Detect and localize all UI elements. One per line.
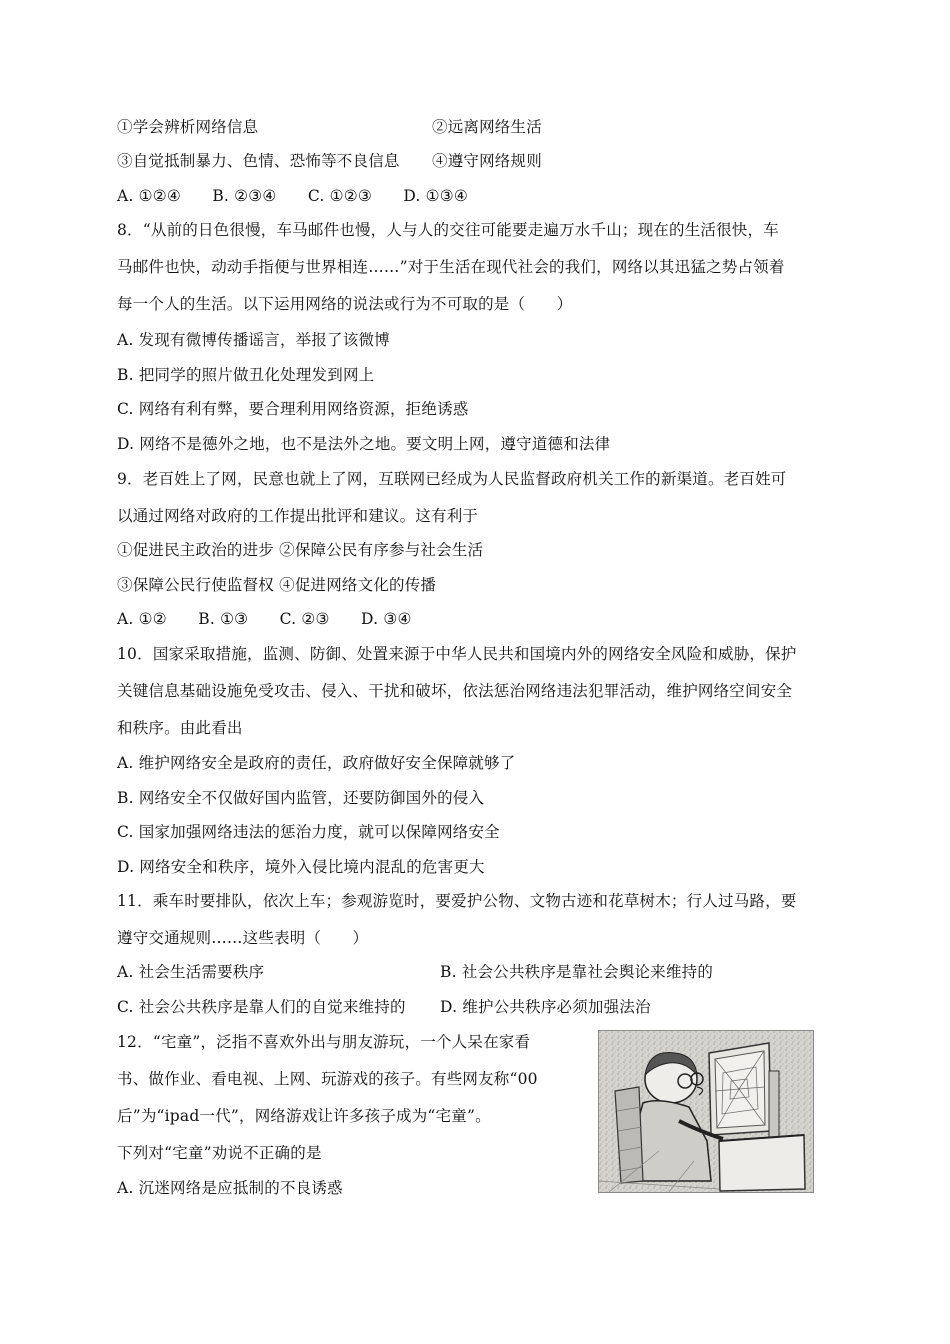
q12-choice-a: A. 沉迷网络是应抵制的不良诱惑 [117, 1179, 343, 1197]
q10-choice-d: D. 网络安全和秩序，境外入侵比境内混乱的危害更大 [117, 858, 485, 876]
q10-stem-line-3: 和秩序。由此看出 [117, 719, 243, 737]
q12-stem-line-3: 后”为“ipad一代”，网络游戏让许多孩子成为“宅童”。 [117, 1107, 491, 1125]
q10-choice-c: C. 国家加强网络违法的惩治力度，就可以保障网络安全 [117, 823, 500, 841]
q8-choice-a: A. 发现有微博传播谣言，举报了该微博 [117, 331, 390, 349]
q11-stem-line-1: 11．乘车时要排队，依次上车；参观游览时，要爱护公物、文物古迹和花草树木；行人过马路，要 [117, 892, 797, 910]
q12-stem-line-4: 下列对“宅童”劝说不正确的是 [117, 1144, 322, 1162]
q10-stem-line-2: 关键信息基础设施免受攻击、侵入、干扰和破坏，依法惩治网络违法犯罪活动，维护网络空间安全 [117, 682, 793, 700]
q10-choice-b: B. 网络安全不仅做好国内监管，还要防御国外的侵入 [117, 789, 485, 807]
q12-stem-line-1: 12．“宅童”，泛指不喜欢外出与朋友游玩，一个人呆在家看 [117, 1033, 531, 1051]
q9-options-3-4: ③保障公民行使监督权 ④促进网络文化的传播 [117, 576, 437, 594]
q8-stem-line-3: 每一个人的生活。以下运用网络的说法或行为不可取的是（ ） [117, 295, 573, 313]
q9-stem-line-1: 9．老百姓上了网，民意也就上了网，互联网已经成为人民监督政府机关工作的新渠道。老百姓可 [117, 470, 787, 488]
q7-option-2: ②远离网络生活 [432, 118, 542, 136]
q11-stem-line-2: 遵守交通规则……这些表明（ ） [117, 929, 369, 947]
q8-choice-c: C. 网络有利有弊，要合理利用网络资源，拒绝诱惑 [117, 400, 469, 418]
illustration-sketch [599, 1031, 813, 1192]
child-at-computer-illustration [598, 1030, 814, 1193]
q11-choice-a: A. 社会生活需要秩序 [117, 963, 265, 981]
q10-choice-a: A. 维护网络安全是政府的责任，政府做好安全保障就够了 [117, 754, 516, 772]
q9-options-1-2: ①促进民主政治的进步 ②保障公民有序参与社会生活 [117, 541, 484, 559]
q8-choice-b: B. 把同学的照片做丑化处理发到网上 [117, 366, 375, 384]
q9-stem-line-2: 以通过网络对政府的工作提出批评和建议。这有利于 [117, 507, 479, 525]
q12-stem-line-2: 书、做作业、看电视、上网、玩游戏的孩子。有些网友称“00 [117, 1070, 538, 1088]
q11-choice-b: B. 社会公共秩序是靠社会舆论来维持的 [440, 963, 714, 981]
q11-choice-c: C. 社会公共秩序是靠人们的自觉来维持的 [117, 998, 406, 1016]
q8-choice-d: D. 网络不是德外之地，也不是法外之地。要文明上网，遵守道德和法律 [117, 435, 611, 453]
q7-option-4: ④遵守网络规则 [432, 152, 542, 170]
q7-choices: A. ①②④ B. ②③④ C. ①②③ D. ①③④ [117, 187, 468, 205]
q8-stem-line-2: 马邮件也快，动动手指便与世界相连……”对于生活在现代社会的我们，网络以其迅猛之势占领着 [117, 258, 785, 276]
q7-option-3: ③自觉抵制暴力、色情、恐怖等不良信息 [117, 152, 400, 170]
q11-choice-d: D. 维护公共秩序必须加强法治 [440, 998, 651, 1016]
q9-choices: A. ①② B. ①③ C. ②③ D. ③④ [117, 610, 412, 628]
q10-stem-line-1: 10．国家采取措施，监测、防御、处置来源于中华人民共和国境内外的网络安全风险和威胁，保护 [117, 645, 797, 663]
q8-stem-line-1: 8．“从前的日色很慢，车马邮件也慢，人与人的交往可能要走遍万水千山；现在的生活很快，车 [117, 221, 779, 239]
q7-option-1: ①学会辨析网络信息 [117, 118, 259, 136]
